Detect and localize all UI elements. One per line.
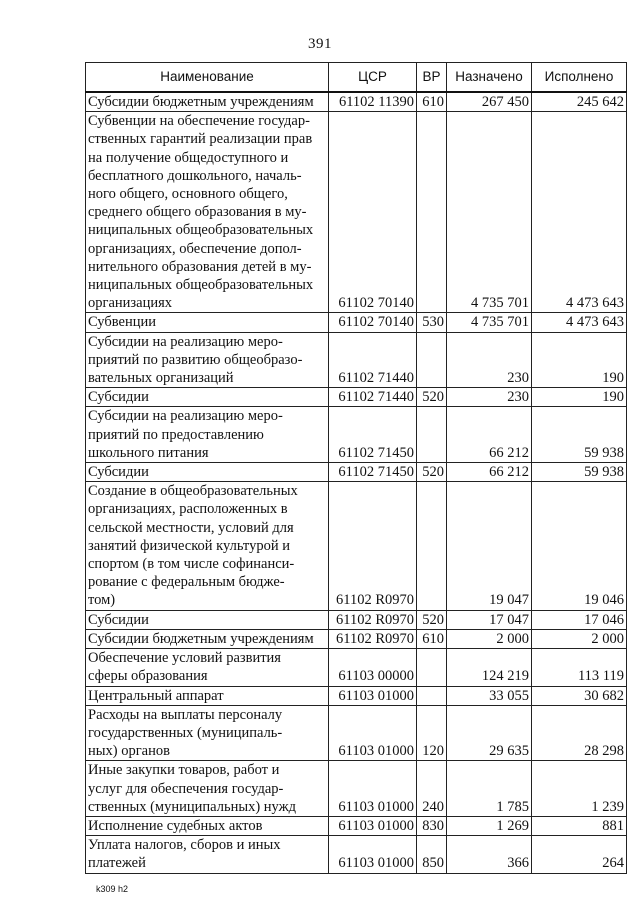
cell-vr (417, 649, 447, 686)
cell-csr: 61102 71440 (329, 388, 417, 407)
cell-executed: 19 046 (532, 482, 627, 610)
cell-name: Расходы на выплаты персоналу государственных (муниципаль- ных) органов (86, 705, 329, 761)
cell-name: Субсидии на реализацию меро- приятий по развитию общеобразо- вательных организаций (86, 332, 329, 388)
cell-executed: 190 (532, 388, 627, 407)
cell-assigned: 33 055 (447, 686, 532, 705)
cell-csr: 61102 70140 (329, 112, 417, 313)
table-row (86, 313, 627, 332)
page-number: 391 (308, 36, 332, 52)
cell-executed: 264 (532, 836, 627, 873)
cell-csr: 61102 R0970 (329, 482, 417, 610)
cell-assigned: 17 047 (447, 610, 532, 629)
cell-vr: 830 (417, 816, 447, 835)
cell-name: Субвенции на обеспечение государ- ственных гарантий реализации прав на получение общедоступного и бесплатного дошкольного, началь- ного общего, основного общего, среднего общего образования в му- ниципальных общеобразовательных организациях, обеспечение допол- нительного образования детей в му- ниципальных общеобразовательных организациях (86, 112, 329, 313)
cell-vr: 610 (417, 92, 447, 112)
table-row (86, 112, 627, 313)
table-row (86, 388, 627, 407)
cell-name: Субсидии (86, 610, 329, 629)
cell-vr (417, 112, 447, 313)
cell-assigned: 66 212 (447, 463, 532, 482)
cell-assigned: 29 635 (447, 705, 532, 761)
cell-name: Субвенции (86, 313, 329, 332)
table-row (86, 407, 627, 463)
cell-assigned: 66 212 (447, 407, 532, 463)
cell-executed: 17 046 (532, 610, 627, 629)
cell-csr: 61102 71450 (329, 407, 417, 463)
cell-name: Иные закупки товаров, работ и услуг для обеспечения государ- ственных (муниципальных) нужд (86, 761, 329, 817)
cell-executed: 881 (532, 816, 627, 835)
cell-csr: 61103 01000 (329, 816, 417, 835)
cell-assigned: 2 000 (447, 629, 532, 648)
cell-executed: 4 473 643 (532, 313, 627, 332)
cell-name: Обеспечение условий развития сферы образования (86, 649, 329, 686)
table-row (86, 332, 627, 388)
cell-csr: 61103 01000 (329, 686, 417, 705)
cell-name: Исполнение судебных актов (86, 816, 329, 835)
table-row (86, 92, 627, 112)
cell-csr: 61102 71440 (329, 332, 417, 388)
cell-executed: 59 938 (532, 463, 627, 482)
table-row (86, 610, 627, 629)
column-header-assigned: Назначено (447, 63, 532, 93)
table-row (86, 482, 627, 610)
cell-assigned: 366 (447, 836, 532, 873)
table-row (86, 705, 627, 761)
cell-assigned: 267 450 (447, 92, 532, 112)
column-header-csr: ЦСР (329, 63, 417, 93)
cell-vr: 850 (417, 836, 447, 873)
cell-executed: 2 000 (532, 629, 627, 648)
cell-vr: 120 (417, 705, 447, 761)
cell-executed: 28 298 (532, 705, 627, 761)
cell-csr: 61103 01000 (329, 761, 417, 817)
cell-name: Субсидии бюджетным учреждениям (86, 92, 329, 112)
cell-executed: 113 119 (532, 649, 627, 686)
cell-assigned: 230 (447, 332, 532, 388)
table-row (86, 686, 627, 705)
table-row (86, 761, 627, 817)
cell-executed: 1 239 (532, 761, 627, 817)
cell-vr: 520 (417, 463, 447, 482)
cell-assigned: 19 047 (447, 482, 532, 610)
cell-csr: 61102 11390 (329, 92, 417, 112)
cell-csr: 61102 R0970 (329, 629, 417, 648)
table-row (86, 649, 627, 686)
cell-csr: 61103 01000 (329, 705, 417, 761)
cell-name: Субсидии на реализацию меро- приятий по предоставлению школьного питания (86, 407, 329, 463)
cell-assigned: 1 269 (447, 816, 532, 835)
cell-executed: 245 642 (532, 92, 627, 112)
cell-vr (417, 407, 447, 463)
cell-vr: 520 (417, 388, 447, 407)
column-header-name: Наименование (86, 63, 329, 93)
cell-csr: 61103 00000 (329, 649, 417, 686)
table-row (86, 836, 627, 873)
cell-vr (417, 482, 447, 610)
table-body (86, 92, 627, 873)
table-row (86, 629, 627, 648)
cell-vr: 240 (417, 761, 447, 817)
cell-assigned: 1 785 (447, 761, 532, 817)
cell-name: Центральный аппарат (86, 686, 329, 705)
cell-executed: 190 (532, 332, 627, 388)
cell-name: Субсидии (86, 388, 329, 407)
cell-executed: 4 473 643 (532, 112, 627, 313)
cell-assigned: 4 735 701 (447, 112, 532, 313)
cell-name: Субсидии (86, 463, 329, 482)
column-header-vr: ВР (417, 63, 447, 93)
cell-assigned: 124 219 (447, 649, 532, 686)
cell-assigned: 230 (447, 388, 532, 407)
cell-name: Уплата налогов, сборов и иных платежей (86, 836, 329, 873)
footer-code: k309 h2 (96, 884, 129, 894)
cell-csr: 61102 70140 (329, 313, 417, 332)
cell-vr (417, 332, 447, 388)
cell-name: Создание в общеобразовательных организациях, расположенных в сельской местности, условий для занятий физической культурой и спортом (в том числе софинанси- рование с федеральным бюдже- том) (86, 482, 329, 610)
cell-csr: 61102 R0970 (329, 610, 417, 629)
cell-executed: 59 938 (532, 407, 627, 463)
cell-vr (417, 686, 447, 705)
cell-vr: 530 (417, 313, 447, 332)
cell-vr: 520 (417, 610, 447, 629)
cell-assigned: 4 735 701 (447, 313, 532, 332)
budget-execution-table (85, 62, 627, 874)
cell-executed: 30 682 (532, 686, 627, 705)
cell-csr: 61103 01000 (329, 836, 417, 873)
cell-csr: 61102 71450 (329, 463, 417, 482)
cell-vr: 610 (417, 629, 447, 648)
column-header-executed: Исполнено (532, 63, 627, 93)
table-row (86, 463, 627, 482)
table-row (86, 816, 627, 835)
cell-name: Субсидии бюджетным учреждениям (86, 629, 329, 648)
table-header-row (86, 63, 627, 93)
